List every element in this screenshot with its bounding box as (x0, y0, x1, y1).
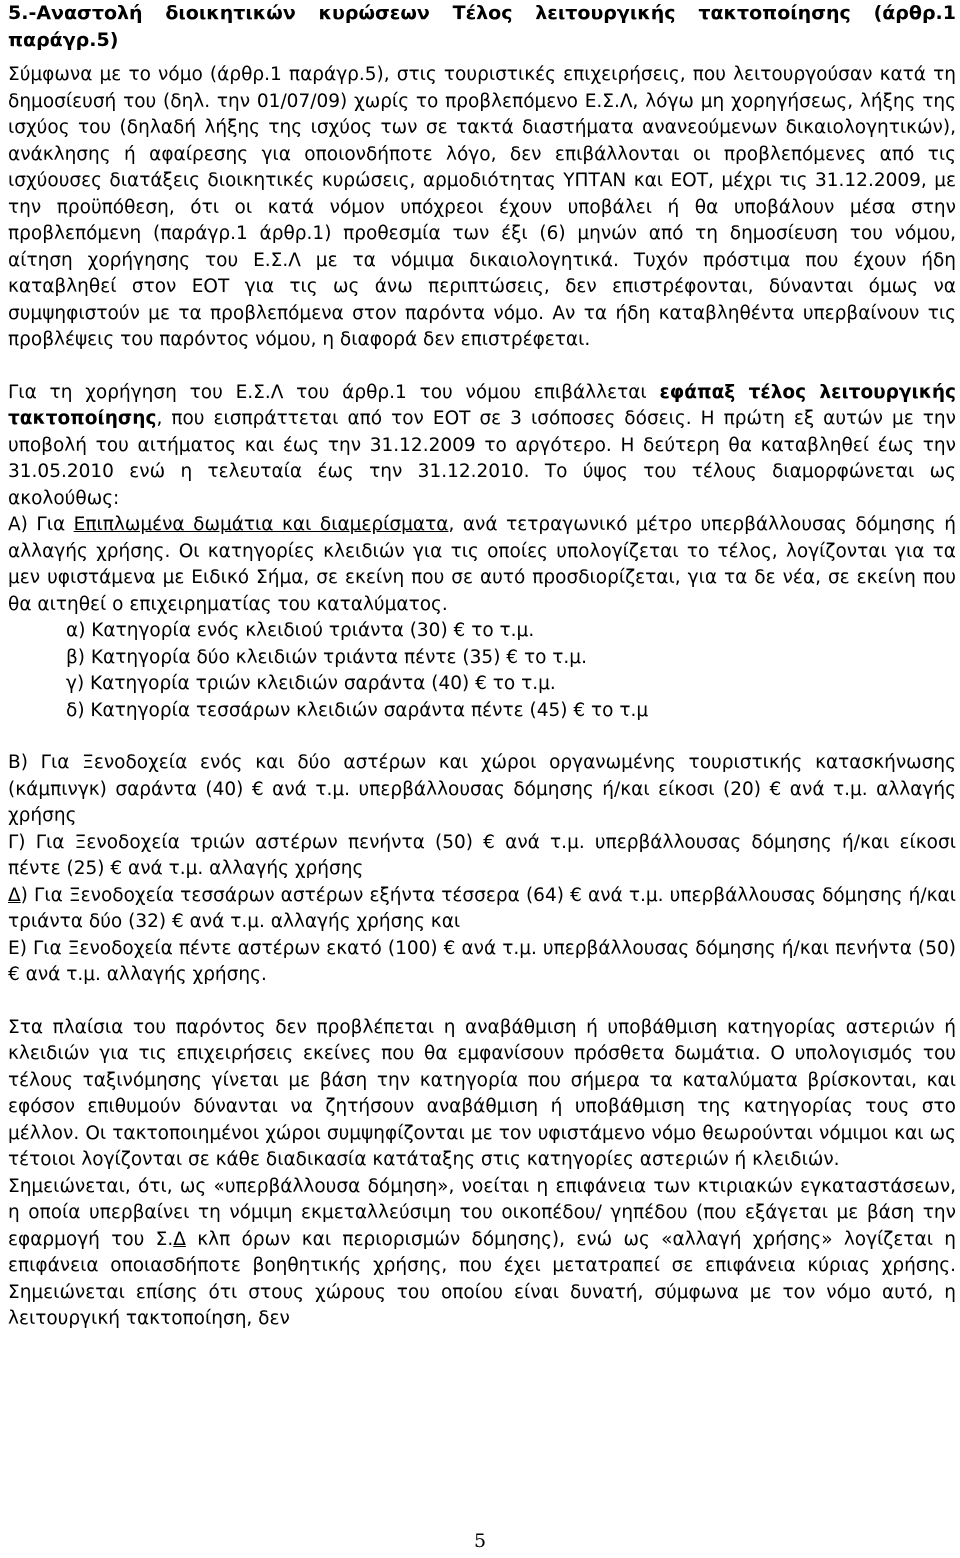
list-item: γ) Κατηγορία τριών κλειδιών σαράντα (40) € το τ.μ. (66, 673, 556, 694)
section-d-prefix: Δ (8, 884, 21, 906)
section-heading: 5.-Αναστολή διοικητικών κυρώσεων Τέλος λειτουργικής τακτοποίησης (άρθρ.1 παράγρ.5) (8, 2, 956, 51)
fee-text-post: , που εισπράττεται από τον ΕΟΤ σε 3 ισόποσες δόσεις. Η πρώτη εξ αυτών με την υποβολή του αιτήματος και έως την 31.12.2009 το αργότερο. Η δεύτερη θα καταβληθεί έως την 31.05.2010 ενώ η τελευταία έως την 31.12.2010. Το ύψος του τέλους διαμορφώνεται ως ακολούθως: (8, 408, 956, 509)
section-d (8, 883, 956, 936)
paragraph-category-note: Στα πλαίσια του παρόντος δεν προβλέπεται η αναβάθμιση ή υποβάθμιση κατηγορίας αστεριών ή κλειδιών για τις επιχειρήσεις εκείνες που θα εμφανίσουν πρόσθετα δωμάτια. Ο υπολογισμός του τέλους ταξινόμησης γίνεται με βάση την κατηγορία που σήμερα τα καταλύματα βρίσκονται, και εφόσον επιθυμούν δύνανται να ζητήσουν αναβάθμιση ή υποβάθμιση της κατηγορίας τους στο μέλλον. Οι τακτοποιημένοι χώροι συμψηφίζονται με τον υφιστάμενο νόμο θεωρούνται νόμιμοι και ως τέτοιοι λογίζονται σε κάθε διαδικασία κατάταξης στις κατηγορίες αστεριών ή κλειδιών. (8, 1016, 956, 1170)
section-g: Γ) Για Ξενοδοχεία τριών αστέρων πενήντα (50) € ανά τ.μ. υπερβάλλουσας δόμησης ή/και είκοσι πέντε (25) € ανά τ.μ. αλλαγής χρήσης (8, 831, 956, 879)
paragraph-suspension: Σύμφωνα με το νόμο (άρθρ.1 παράγρ.5), στις τουριστικές επιχειρήσεις, που λειτουργούσαν κατά τη δημοσίευσή του (δηλ. την 01/07/09) χωρίς το προβλεπόμενο Ε.Σ.Λ, λόγω μη χορηγήσεως, λήξης της ισχύος του (δηλαδή λήξης της ισχύος των σε τακτά διαστήματα ανανεούμενων δικαιολογητικών), ανάκλησης ή αφαίρεσης για οποιονδήποτε λόγο, δεν επιβάλλονται οι προβλεπόμενες από τις ισχύουσες διατάξεις διοικητικές κυρώσεις, αρμοδιότητας ΥΠΤΑΝ και ΕΟΤ, μέχρι τις 31.12.2009, με την προϋπόθεση, ότι οι κατά νόμον υπόχρεοι έχουν υποβάλει ή θα υποβάλουν μέσα στην προβλεπόμενη (παράγρ.1 άρθρ.1) προθεσμία των έξι (6) μηνών από τη δημοσίευση του νόμου, αίτηση χορήγησης του Ε.Σ.Λ με τα νόμιμα δικαιολογητικά. Τυχόν πρόστιμα που έχουν ήδη καταβληθεί στον ΕΟΤ για τις ως άνω περιπτώσεις, δεν επιστρέφονται, δύνανται όμως να συμψηφιστούν με τα προβλεπόμενα στον παρόντα νόμο. Αν τα ήδη καταβληθέντα υπερβαίνουν τις προβλέψεις του παρόντος νόμου, η διαφορά δεν επιστρέφεται. (8, 64, 956, 350)
list-item: β) Κατηγορία δύο κλειδιών τριάντα πέντε (35) € το τ.μ. (66, 646, 587, 668)
list-item: δ) Κατηγορία τεσσάρων κλειδιών σαράντα πέντε (45) € το τ.μ (66, 699, 649, 721)
fee-bold-term: εφάπαξ τέλος λειτουργικής τακτοποίησης (8, 381, 956, 429)
definitions-text-1: Σημειώνεται, ότι, ως «υπερβάλλουσα δόμηση», νοείται η επιφάνεια των κτιριακών εγκαταστάσεων, η οποία υπερβαίνει τη νόμιμη εκμεταλλεύσιμη του οικοπέδου/ γηπέδου (που εξάγεται με βάση την εφαρμογή του Σ. (8, 1175, 956, 1250)
paragraph-definitions (8, 1174, 956, 1333)
key-category-list (8, 618, 956, 724)
section-e: Ε) Για Ξενοδοχεία πέντε αστέρων εκατό (100) € ανά τ.μ. υπερβάλλουσας δόμησης ή/και πενήντα (50) € ανά τ.μ. αλλαγής χρήσης. (8, 937, 956, 985)
section-a (8, 512, 956, 618)
paragraph-fee (8, 380, 956, 513)
document-page (8, 0, 956, 1333)
definitions-text-2: κλπ όρων και περιορισμών δόμησης), ενώ ως «αλλαγή χρήσης» λογίζεται η επιφάνεια οποιασδήποτε βοηθητικής χρήσης, που έχει μετατραπεί σε επιφάνεια κύριας χρήσης. Σημειώνεται επίσης ότι στους χώρους του οποίου είναι δυνατή, σύμφωνα με τον νόμο αυτό, η λειτουργική τακτοποίηση, δεν (8, 1228, 956, 1329)
section-a-underlined: Επιπλωμένα δωμάτια και διαμερίσματα (73, 514, 449, 535)
section-a-post: , ανά τετραγωνικό μέτρο υπερβάλλουσας δόμησης ή αλλαγής χρήσης. Οι κατηγορίες κλειδιών για τις οποίες υπολογίζεται το τέλος, λογίζονται για τα μεν υφιστάμενα με Ειδικό Σήμα, σε εκείνη που σε αυτό προσδιορίζεται, για τα δε νέα, σε εκείνη που θα αιτηθεί ο επιχειρηματίας του καταλύματος. (8, 514, 956, 615)
list-item: α) Κατηγορία ενός κλειδιού τριάντα (30) € το τ.μ. (66, 620, 535, 641)
section-d-text: ) Για Ξενοδοχεία τεσσάρων αστέρων εξήντα τέσσερα (64) € ανά τ.μ. υπερβάλλουσας δόμησης ή/και τριάντα δύο (32) € ανά τ.μ. αλλαγής χρήσης και (8, 884, 956, 932)
section-b: Β) Για Ξενοδοχεία ενός και δύο αστέρων και χώροι οργανωμένης τουριστικής κατασκήνωσης (κάμπινγκ) σαράντα (40) € ανά τ.μ. υπερβάλλουσας δόμησης ή/και είκοσι (20) € ανά τ.μ. αλλαγής χρήσης (8, 752, 956, 826)
page-number: 5 (473, 1530, 487, 1552)
section-a-pre: Α) Για (8, 514, 74, 535)
definitions-underlined: Δ (173, 1228, 186, 1250)
fee-text-pre: Για τη χορήγηση του Ε.Σ.Λ του άρθρ.1 του νόμου επιβάλλεται (8, 381, 660, 403)
